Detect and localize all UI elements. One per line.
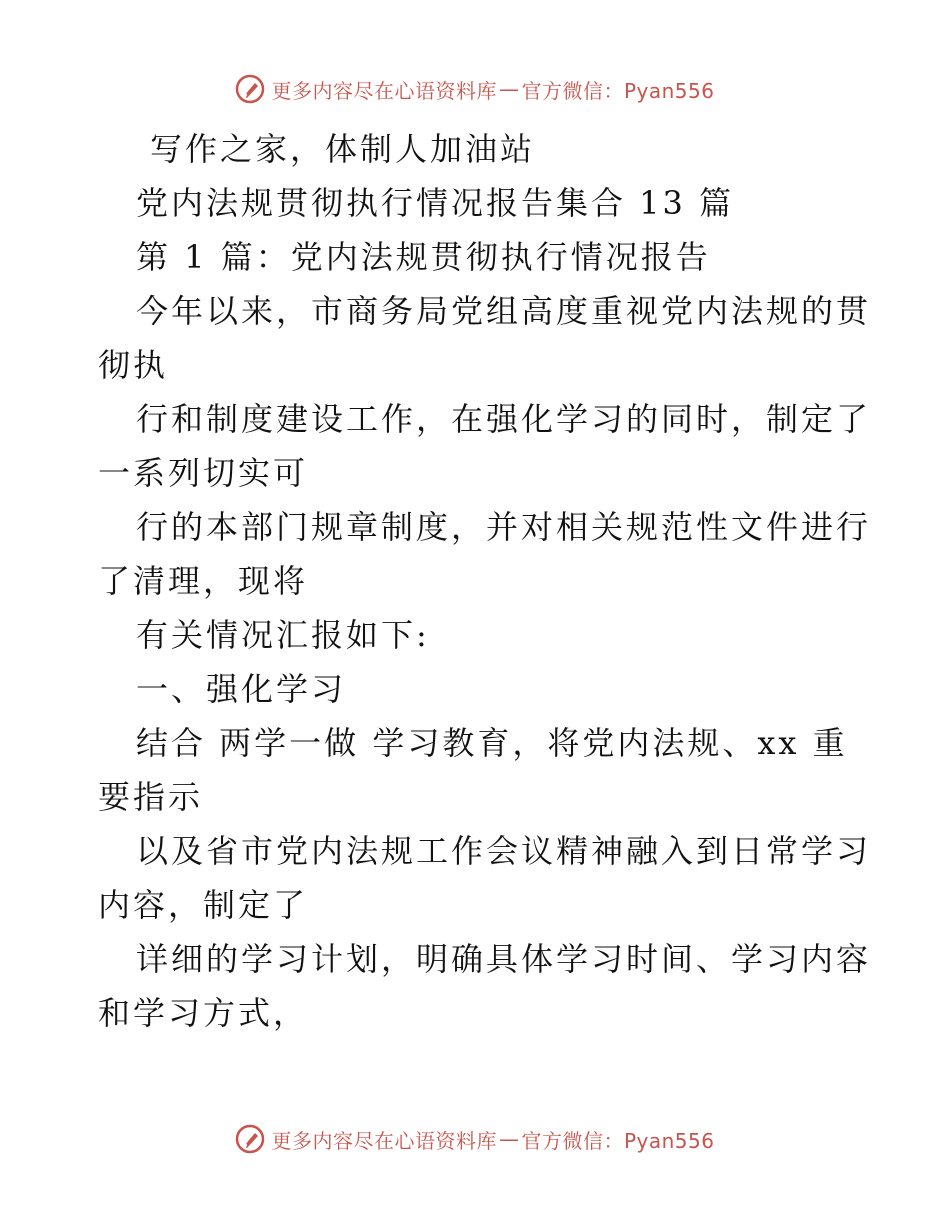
footer-watermark-banner bbox=[0, 1124, 950, 1154]
doc-line: 写作之家，体制人加油站 bbox=[150, 130, 536, 168]
banner-wechat: 官方微信：Pyan556 bbox=[521, 1128, 715, 1153]
banner-text: 更多内容尽在心语资料库 bbox=[271, 1128, 497, 1153]
doc-line: 和学习方式， bbox=[98, 994, 309, 1032]
doc-line: 一、强化学习 bbox=[136, 670, 347, 708]
doc-line: 一系列切实可 bbox=[98, 454, 309, 492]
doc-line: 详细的学习计划，明确具体学习时间、学习内容 bbox=[136, 940, 872, 978]
header-watermark-banner bbox=[0, 74, 950, 104]
banner-separator: — bbox=[498, 1127, 520, 1151]
quill-circle-icon bbox=[235, 1124, 265, 1154]
banner-separator: — bbox=[498, 77, 520, 101]
doc-line: 以及省市党内法规工作会议精神融入到日常学习 bbox=[136, 832, 872, 870]
banner-text: 更多内容尽在心语资料库 bbox=[271, 78, 497, 103]
doc-line: 今年以来，市商务局党组高度重视党内法规的贯 bbox=[136, 292, 872, 330]
doc-line: 结合 两学一做 学习教育，将党内法规、xx 重 bbox=[136, 724, 848, 762]
doc-line: 彻执 bbox=[98, 346, 169, 384]
doc-line: 有关情况汇报如下: bbox=[136, 616, 430, 654]
doc-line: 要指示 bbox=[98, 778, 204, 816]
doc-line: 了清理，现将 bbox=[98, 562, 309, 600]
banner-wechat: 官方微信：Pyan556 bbox=[521, 78, 715, 103]
doc-line: 行的本部门规章制度，并对相关规范性文件进行 bbox=[136, 508, 872, 546]
document-body bbox=[98, 122, 872, 1040]
quill-circle-icon bbox=[235, 74, 265, 104]
doc-line: 第 1 篇：党内法规贯彻执行情况报告 bbox=[136, 238, 711, 276]
doc-line: 内容，制定了 bbox=[98, 886, 309, 924]
doc-line: 党内法规贯彻执行情况报告集合 13 篇 bbox=[136, 184, 735, 222]
doc-line: 行和制度建设工作，在强化学习的同时，制定了 bbox=[136, 400, 872, 438]
